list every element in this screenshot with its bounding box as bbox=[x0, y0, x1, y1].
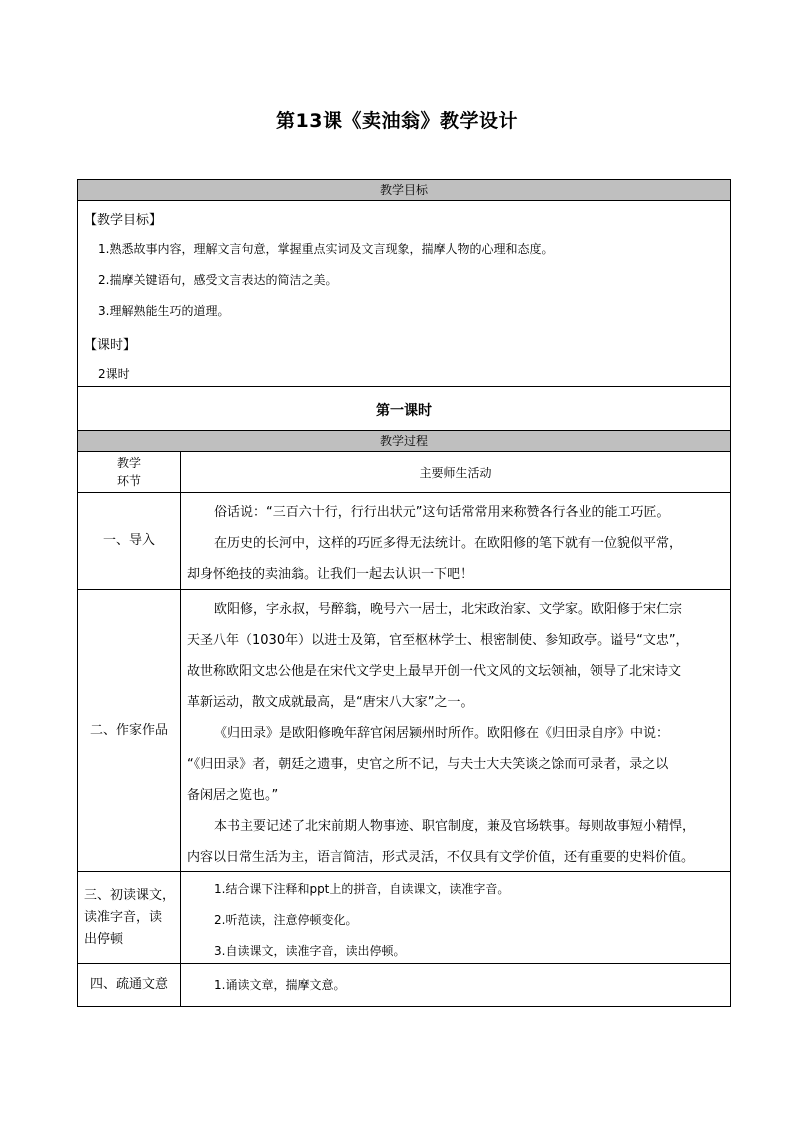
column-header-activity bbox=[181, 452, 730, 492]
stage-label-line: 出停顿 bbox=[84, 931, 124, 947]
activity-line: 1.结合课下注释和ppt上的拼音，自读课文，读准字音。 bbox=[214, 882, 510, 896]
activity-line: 天圣八年（1030年）以进士及第，官至枢林学士、根密制使、参知政亭。谥号“文忠”， bbox=[187, 633, 689, 648]
activity-line: 备闲居之览也。” bbox=[187, 788, 279, 803]
activity-line: 故世称欧阳文忠公他是在宋代文学史上最早开创一代文风的文坛领袖，领导了北宋诗文 bbox=[187, 664, 682, 679]
goal-item: 3.理解熟能生巧的道理。 bbox=[98, 304, 230, 318]
goal-item: 1.熟悉故事内容，理解文言句意，掌握重点实词及文言现象，揣摩人物的心理和态度。 bbox=[98, 242, 554, 256]
activity-cell bbox=[181, 964, 730, 1006]
activity-cell bbox=[181, 872, 730, 963]
stage-label: 四、疏通文意 bbox=[78, 964, 181, 1006]
table-row bbox=[78, 872, 730, 964]
activity-line: 俗话说：“三百六十行，行行出状元”这句话常常用来称赞各行各业的能工巧匠。 bbox=[214, 505, 670, 520]
table-row bbox=[78, 493, 730, 590]
stage-label-line: 三、初读课文， bbox=[84, 887, 176, 903]
activity-line: 欧阳修，字永叔，号醉翁，晚号六一居士，北宋政治家、文学家。欧阳修于宋仁宗 bbox=[214, 602, 683, 617]
column-header-stage-line1: 教学 bbox=[116, 456, 141, 470]
stage-label: 二、作家作品 bbox=[78, 590, 181, 871]
goals-block bbox=[78, 201, 730, 387]
activity-cell bbox=[181, 493, 730, 589]
process-header-label: 教学过程 bbox=[379, 434, 428, 448]
goals-label: 【教学目标】 bbox=[84, 213, 163, 228]
activity-line: 《归田录》是欧阳修晚年辞官闲居颍州时所作。欧阳修在《归田录自序》中说： bbox=[214, 726, 670, 741]
table-row bbox=[78, 590, 730, 872]
stage-label bbox=[78, 872, 181, 963]
table-row bbox=[78, 964, 730, 1006]
activity-line: 1.诵读文章，揣摩文意。 bbox=[214, 978, 346, 992]
column-header-activity-label: 主要师生活动 bbox=[419, 466, 492, 480]
activity-line: 本书主要记述了北宋前期人物事迹、职官制度，兼及官场轶事。每则故事短小精悍， bbox=[214, 819, 696, 834]
lesson-plan-table bbox=[77, 179, 731, 1007]
stage-label-line: 读准字音，读 bbox=[84, 909, 163, 925]
column-header-stage-line2: 环节 bbox=[116, 474, 141, 488]
activity-line: 内容以日常生活为主，语言简洁，形式灵活，不仅具有文学价值，还有重要的史料价值。 bbox=[187, 850, 695, 865]
goals-header-label: 教学目标 bbox=[379, 183, 428, 197]
activity-line: 却身怀绝技的卖油翁。让我们一起去认识一下吧！ bbox=[187, 567, 474, 582]
column-header-row bbox=[78, 452, 730, 493]
activity-line: 3.自读课文，读准字音，读出停顿。 bbox=[214, 944, 406, 958]
page-title: 第13课《卖油翁》教学设计 bbox=[276, 110, 518, 132]
activity-line: 革新运动，散文成就最高，是“唐宋八大家”之一。 bbox=[187, 695, 474, 710]
activity-line: 2.听范读，注意停顿变化。 bbox=[214, 913, 358, 927]
lesson-title: 第一课时 bbox=[376, 403, 432, 419]
activity-line: 在历史的长河中，这样的巧匠多得无法统计。在欧阳修的笔下就有一位貌似平常， bbox=[214, 536, 683, 551]
hours-label: 【课时】 bbox=[84, 338, 137, 353]
process-header bbox=[78, 431, 730, 452]
column-header-stage bbox=[78, 452, 181, 492]
goals-header bbox=[78, 180, 730, 201]
goal-item: 2.揣摩关键语句，感受文言表达的简洁之美。 bbox=[98, 273, 338, 287]
activity-line: “《归田录》者，朝廷之遗事，史官之所不记，与夫士大夫笑谈之馀而可录者，录之以 bbox=[187, 757, 669, 772]
activity-cell bbox=[181, 590, 730, 871]
lesson-title-row bbox=[78, 387, 730, 431]
hours-value: 2课时 bbox=[98, 367, 130, 381]
stage-label: 一、导入 bbox=[78, 493, 181, 589]
